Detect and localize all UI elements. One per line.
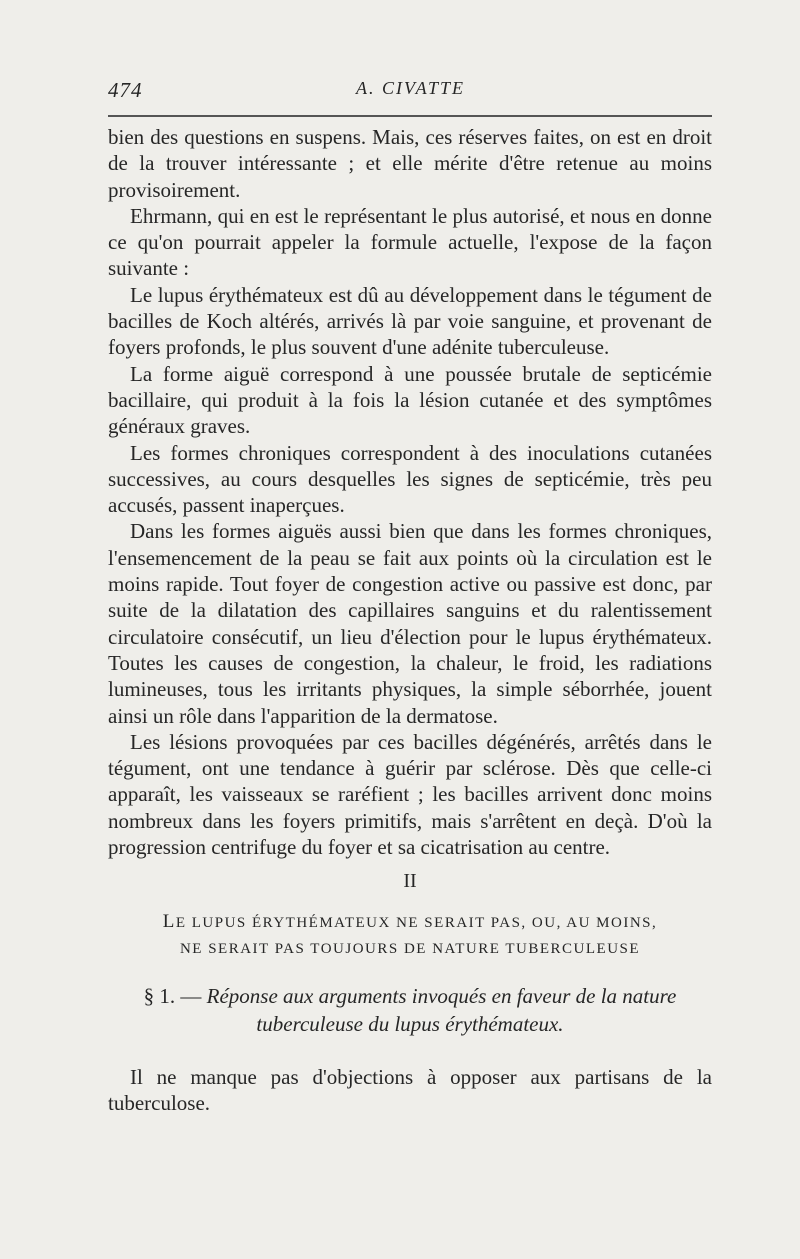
subsection-title-line-1: Réponse aux arguments invoqués en faveur de la nature bbox=[206, 983, 677, 1008]
section-title-line-2: NE SERAIT PAS TOUJOURS DE NATURE TUBERCULEUSE bbox=[179, 940, 641, 957]
running-head-author: A. CIVATTE bbox=[356, 78, 465, 98]
paragraph-4: La forme aiguë correspond à une poussée brutale de septicémie bacillaire, qui produit à la fois la lésion cutanée et des symptômes généraux graves. bbox=[108, 361, 712, 439]
paragraph-5: Les formes chroniques correspondent à des inoculations cutanées successives, au cours desquelles les signes de septicémie, très peu accusés, passent inaperçues. bbox=[108, 440, 712, 518]
paragraph-2: Ehrmann, qui en est le représentant le plus autorisé, et nous en donne ce qu'on pourrait appeler la formule actuelle, l'expose de la façon suivante : bbox=[108, 203, 712, 281]
section-title-initial: L bbox=[162, 910, 176, 932]
subsection-title-line-2: tuberculeuse du lupus érythémateux. bbox=[256, 1011, 564, 1036]
page bbox=[108, 72, 712, 1115]
paragraph-6: Dans les formes aiguës aussi bien que dans les formes chroniques, l'ensemencement de la peau se fait aux points où la circulation est le moins rapide. Tout foyer de congestion active ou passive est donc, par suite de la dilatation des capillaires sanguins et du ralentissement circulatoire consécutif, un lieu d'élection pour le lupus érythémateux. Toutes les causes de congestion, la chaleur, le froid, les radiations lumineuses, tous les irritants physiques, la simple séborrhée, jouent ainsi un rôle dans l'apparition de la dermatose. bbox=[108, 519, 712, 728]
running-head bbox=[108, 72, 712, 106]
page-number: 474 bbox=[108, 78, 143, 102]
paragraph-1: bien des questions en suspens. Mais, ces réserves faites, on est en droit de la trouver intéressante ; et elle mérite d'être retenue au moins provisoirement. bbox=[108, 125, 712, 202]
section-number: II bbox=[403, 870, 417, 893]
section-title-line-1 bbox=[108, 909, 712, 936]
header-rule bbox=[108, 115, 712, 117]
paragraph-3: Le lupus érythémateux est dû au développement dans le tégument de bacilles de Koch altérés, arrivés là par voie sanguine, et provenant de foyers profonds, le plus souvent d'une adénite tuberculeuse. bbox=[108, 282, 712, 360]
paragraph-7: Les lésions provoquées par ces bacilles dégénérés, arrêtés dans le tégument, ont une tendance à guérir par sclérose. Dès que celle-ci apparaît, les vaisseaux se raréfient ; les bacilles arrivent donc moins nombreux dans les foyers primitifs, mais s'arrêtent en deçà. D'où la progression centrifuge du foyer et sa cicatrisation au centre. bbox=[108, 729, 712, 860]
section-title-line-1-rest: E LUPUS ÉRYTHÉMATEUX NE SERAIT PAS, OU, AU MOINS, bbox=[175, 914, 658, 931]
subsection-heading bbox=[108, 982, 712, 1038]
subsection-prefix: § 1. — bbox=[143, 983, 207, 1008]
closing-paragraph: Il ne manque pas d'objections à opposer aux partisans de la tuberculose. bbox=[108, 1064, 712, 1115]
body-text bbox=[108, 124, 712, 1116]
